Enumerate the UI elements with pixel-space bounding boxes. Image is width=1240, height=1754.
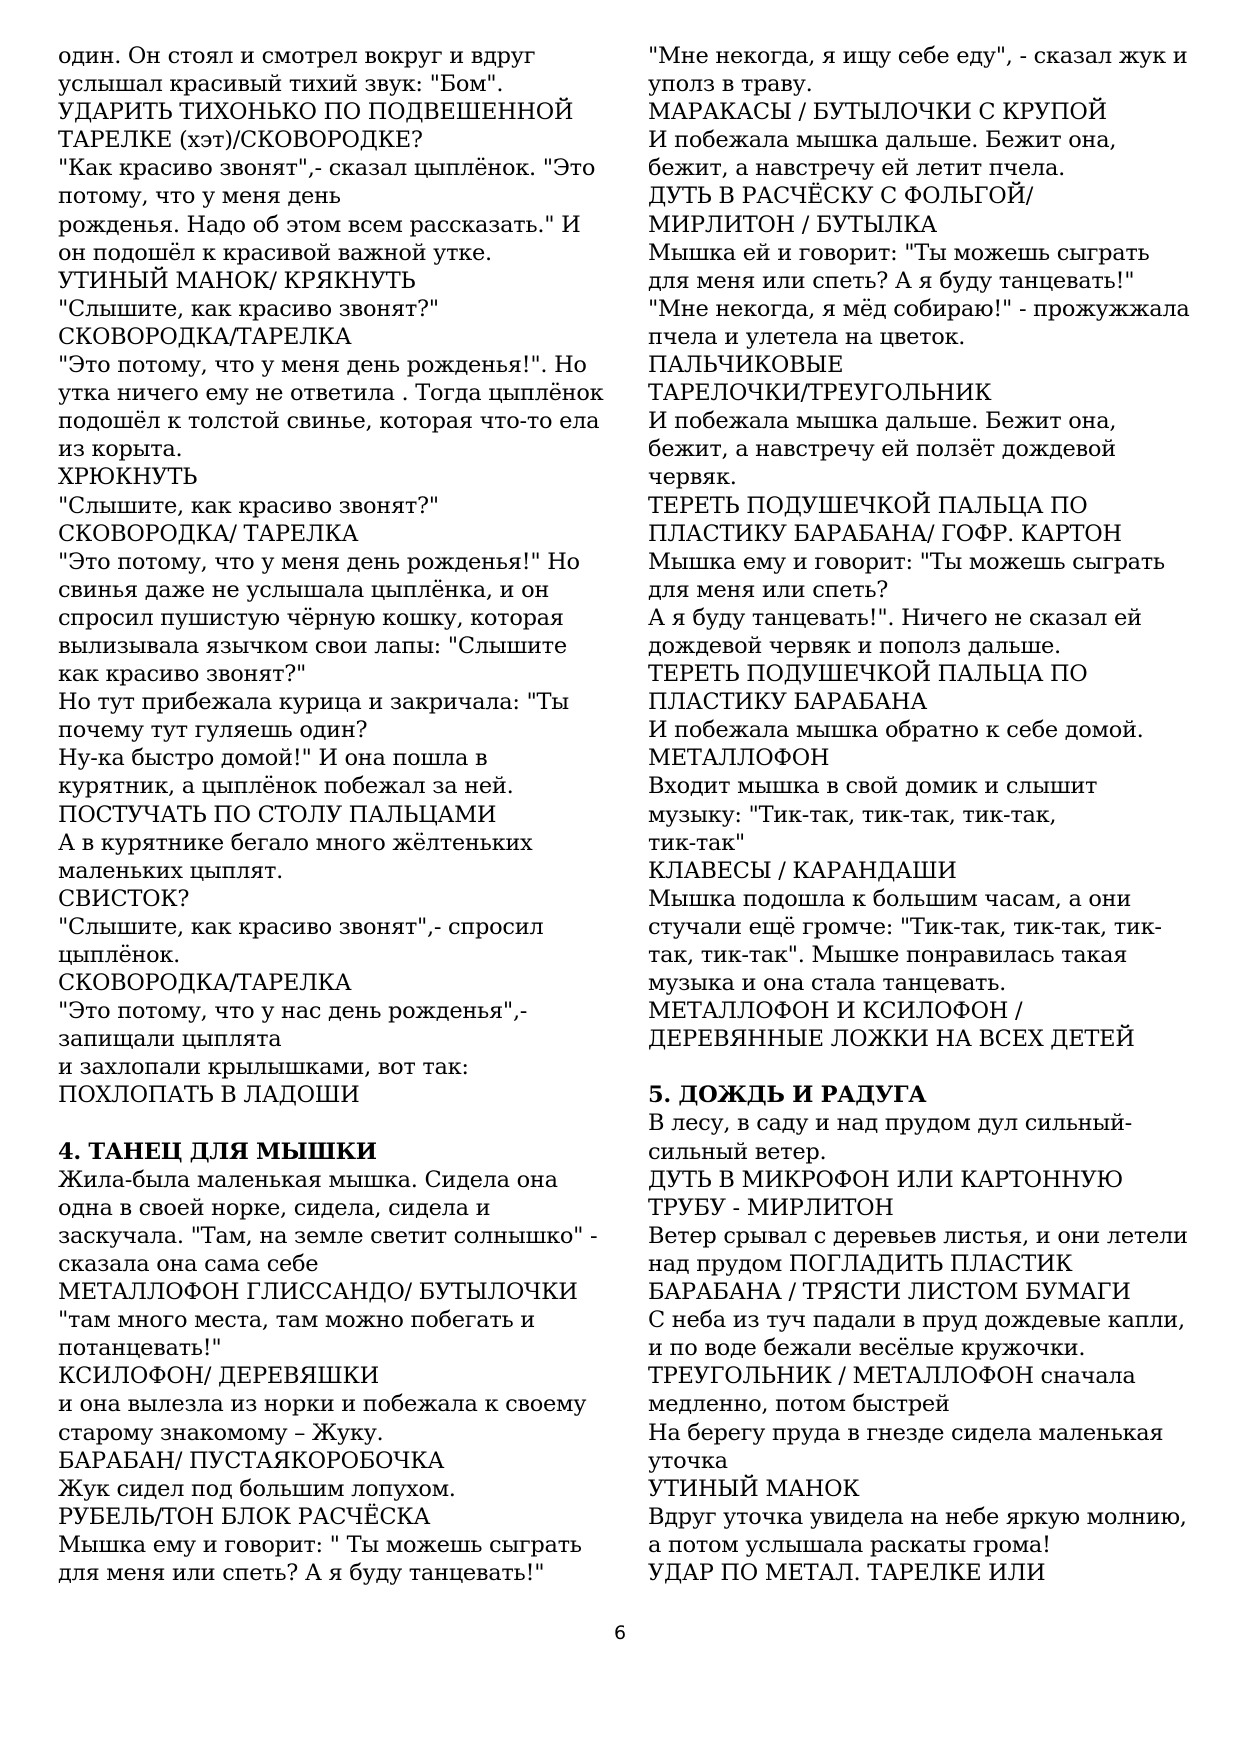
text-line: бежит, а навстречу ей летит пчела. xyxy=(648,155,1065,182)
text-line: ТАРЕЛОЧКИ/ТРЕУГОЛЬНИК xyxy=(648,380,992,407)
text-line: музыку: "Тик-так, тик-так, тик-так, xyxy=(648,801,1057,828)
text-line: "Слышите, как красиво звонят",- спросил xyxy=(58,913,544,940)
text-line: ДУТЬ В РАСЧЁСКУ С ФОЛЬГОЙ/ xyxy=(648,183,1033,210)
text-line: уточка xyxy=(648,1447,728,1474)
text-line: уполз в траву. xyxy=(648,71,813,98)
text-line: ХРЮКНУТЬ xyxy=(58,464,198,491)
text-line: спросил пушистую чёрную кошку, которая xyxy=(58,604,564,631)
left-column xyxy=(58,42,618,1587)
text-line: ТРУБУ - МИРЛИТОН xyxy=(648,1194,894,1221)
text-line: подошёл к толстой свинье, которая что-то ела xyxy=(58,408,600,435)
text-line: Но тут прибежала курица и закричала: "Ты xyxy=(58,689,569,716)
text-line: и она вылезла из норки и побежала к своему xyxy=(58,1391,587,1418)
text-line: маленьких цыплят. xyxy=(58,857,284,884)
text-line: МЕТАЛЛОФОН ГЛИССАНДО/ БУТЫЛОЧКИ xyxy=(58,1279,578,1306)
text-line: А я буду танцевать!". Ничего не сказал ей xyxy=(648,604,1142,631)
text-line: услышал красивый тихий звук: "Бом". xyxy=(58,71,504,98)
text-line: "Мне некогда, я мёд собираю!" - прожужжала xyxy=(648,295,1190,322)
text-line: ДУТЬ В МИКРОФОН ИЛИ КАРТОННУЮ xyxy=(648,1166,1123,1193)
text-line: червяк. xyxy=(648,464,737,491)
text-line: а потом услышала раскаты грома! xyxy=(648,1531,1051,1558)
text-line: потанцевать!" xyxy=(58,1335,222,1362)
section-heading: 5. ДОЖДЬ И РАДУГА xyxy=(648,1082,927,1109)
text-line: МАРАКАСЫ / БУТЫЛОЧКИ С КРУПОЙ xyxy=(648,99,1107,126)
text-line: над прудом ПОГЛАДИТЬ ПЛАСТИК xyxy=(648,1250,1073,1277)
text-line: ТАРЕЛКЕ (хэт)/СКОВОРОДКЕ? xyxy=(58,127,423,154)
text-line: бежит, а навстречу ей ползёт дождевой xyxy=(648,436,1116,463)
text-line: В лесу, в саду и над прудом дул сильный- xyxy=(648,1110,1132,1137)
text-line: "Это потому, что у меня день рожденья!" Но xyxy=(58,548,580,575)
text-line: СКОВОРОДКА/ТАРЕЛКА xyxy=(58,323,352,350)
text-line: И побежала мышка дальше. Бежит она, xyxy=(648,408,1117,435)
text-line: ТЕРЕТЬ ПОДУШЕЧКОЙ ПАЛЬЦА ПО xyxy=(648,661,1088,688)
text-line: СВИСТОК? xyxy=(58,885,190,912)
text-line: ТЕРЕТЬ ПОДУШЕЧКОЙ ПАЛЬЦА ПО xyxy=(648,492,1088,519)
text-line: ПОХЛОПАТЬ В ЛАДОШИ xyxy=(58,1082,360,1109)
text-line: цыплёнок. xyxy=(58,942,181,968)
text-line: утка ничего ему не ответила . Тогда цыплёнок xyxy=(58,380,604,407)
text-line: На берегу пруда в гнезде сидела маленькая xyxy=(648,1419,1164,1446)
text-line: свинья даже не услышала цыплёнка, и он xyxy=(58,576,550,603)
text-line: "Как красиво звонят",- сказал цыплёнок. "Это xyxy=(58,155,596,182)
text-line: Мышка ей и говорит: "Ты можешь сыграть xyxy=(648,239,1150,266)
text-line: стучали ещё громче: "Тик-так, тик-так, тик- xyxy=(648,913,1162,940)
text-line: курятник, а цыплёнок побежал за ней. xyxy=(58,773,514,800)
text-line: сильный ветер. xyxy=(648,1138,827,1165)
text-line: заскучала. "Там, на земле светит солнышко" - xyxy=(58,1222,598,1249)
text-line: из корыта. xyxy=(58,436,183,463)
text-line: Жук сидел под большим лопухом. xyxy=(58,1475,456,1502)
text-line: МЕТАЛЛОФОН xyxy=(648,745,830,772)
text-line: музыка и она стала танцевать. xyxy=(648,970,1007,997)
text-line: "Слышите, как красиво звонят?" xyxy=(58,492,439,519)
text-line: УТИНЫЙ МАНОК xyxy=(648,1475,860,1502)
text-line: одна в своей норке, сидела, сидела и xyxy=(58,1194,491,1221)
text-line: "Это потому, что у нас день рожденья",- xyxy=(58,998,528,1025)
text-line: ПЛАСТИКУ БАРАБАНА xyxy=(648,689,927,716)
text-line: Мышка ему и говорит: " Ты можешь сыграть xyxy=(58,1531,582,1558)
text-line: сказала она сама себе xyxy=(58,1250,319,1277)
text-line: Мышка ему и говорит: "Ты можешь сыграть xyxy=(648,548,1165,575)
text-line: КЛАВЕСЫ / КАРАНДАШИ xyxy=(648,857,957,884)
text-line: медленно, потом быстрей xyxy=(648,1391,950,1418)
right-column xyxy=(648,42,1208,1587)
text-line: ПОСТУЧАТЬ ПО СТОЛУ ПАЛЬЦАМИ xyxy=(58,801,497,828)
text-line: "Это потому, что у меня день рожденья!". Но xyxy=(58,352,587,379)
text-line: БАРАБАН/ ПУСТАЯКОРОБОЧКА xyxy=(58,1447,445,1474)
text-line: МЕТАЛЛОФОН И КСИЛОФОН / xyxy=(648,998,1023,1025)
text-line: РУБЕЛЬ/ТОН БЛОК РАСЧЁСКА xyxy=(58,1503,431,1530)
text-line: вылизывала язычком свои лапы: "Слышите xyxy=(58,632,567,659)
text-line: как красиво звонят?" xyxy=(58,661,307,688)
text-line: СКОВОРОДКА/ ТАРЕЛКА xyxy=(58,520,359,547)
text-line: КСИЛОФОН/ ДЕРЕВЯШКИ xyxy=(58,1363,379,1390)
text-line: потому, что у меня день xyxy=(58,183,341,210)
text-line: для меня или спеть? А я буду танцевать!" xyxy=(58,1559,545,1586)
text-line: он подошёл к красивой важной утке. xyxy=(58,239,492,266)
text-line: Ветер срывал с деревьев листья, и они летели xyxy=(648,1222,1188,1249)
section-heading: 4. ТАНЕЦ ДЛЯ МЫШКИ xyxy=(58,1138,377,1165)
paragraph-gap xyxy=(58,1110,618,1138)
text-line: Мышка подошла к большим часам, а они xyxy=(648,885,1132,912)
text-line: тик-так" xyxy=(648,829,745,856)
text-line: Ну-ка быстро домой!" И она пошла в xyxy=(58,745,488,772)
paragraph-gap xyxy=(648,1053,1208,1081)
text-line: ПЛАСТИКУ БАРАБАНА/ ГОФР. КАРТОН xyxy=(648,520,1122,547)
text-line: БАРАБАНА / ТРЯСТИ ЛИСТОМ БУМАГИ xyxy=(648,1279,1131,1306)
text-line: так, тик-так". Мышке понравилась такая xyxy=(648,942,1128,968)
text-line: и по воде бежали весёлые кружочки. xyxy=(648,1335,1086,1362)
text-line: ДЕРЕВЯННЫЕ ЛОЖКИ НА ВСЕХ ДЕТЕЙ xyxy=(648,1026,1135,1053)
text-line: ПАЛЬЧИКОВЫЕ xyxy=(648,352,844,379)
text-line: для меня или спеть? xyxy=(648,576,889,603)
text-line: один. Он стоял и смотрел вокруг и вдруг xyxy=(58,43,536,69)
text-line: Вдруг уточка увидела на небе яркую молнию, xyxy=(648,1503,1187,1530)
text-line: рожденья. Надо об этом всем рассказать." И xyxy=(58,211,581,238)
text-line: ТРЕУГОЛЬНИК / МЕТАЛЛОФОН сначала xyxy=(648,1363,1136,1390)
text-line: почему тут гуляешь один? xyxy=(58,717,368,744)
text-line: И побежала мышка дальше. Бежит она, xyxy=(648,127,1117,154)
text-line: "Мне некогда, я ищу себе еду", - сказал жук и xyxy=(648,43,1188,69)
text-line: и захлопали крылышками, вот так: xyxy=(58,1054,469,1081)
page-number: 6 xyxy=(613,1622,627,1644)
text-line: Жила-была маленькая мышка. Сидела она xyxy=(58,1166,558,1193)
text-line: Входит мышка в свой домик и слышит xyxy=(648,773,1098,800)
text-line: СКОВОРОДКА/ТАРЕЛКА xyxy=(58,970,352,997)
text-line: "там много места, там можно побегать и xyxy=(58,1307,535,1334)
text-line: УДАРИТЬ ТИХОНЬКО ПО ПОДВЕШЕННОЙ xyxy=(58,99,574,126)
text-line: И побежала мышка обратно к себе домой. xyxy=(648,717,1144,744)
text-line: А в курятнике бегало много жёлтеньких xyxy=(58,829,533,856)
text-line: старому знакомому – Жуку. xyxy=(58,1419,384,1446)
text-line: запищали цыплята xyxy=(58,1026,282,1053)
text-line: УТИНЫЙ МАНОК/ КРЯКНУТЬ xyxy=(58,267,416,294)
text-line: "Слышите, как красиво звонят?" xyxy=(58,295,439,322)
text-line: для меня или спеть? А я буду танцевать!" xyxy=(648,267,1135,294)
text-line: пчела и улетела на цветок. xyxy=(648,323,966,350)
text-line: дождевой червяк и пополз дальше. xyxy=(648,632,1061,659)
text-line: МИРЛИТОН / БУТЫЛКА xyxy=(648,211,937,238)
text-line: УДАР ПО МЕТАЛ. ТАРЕЛКЕ ИЛИ xyxy=(648,1559,1046,1586)
text-line: С неба из туч падали в пруд дождевые капли, xyxy=(648,1307,1185,1334)
